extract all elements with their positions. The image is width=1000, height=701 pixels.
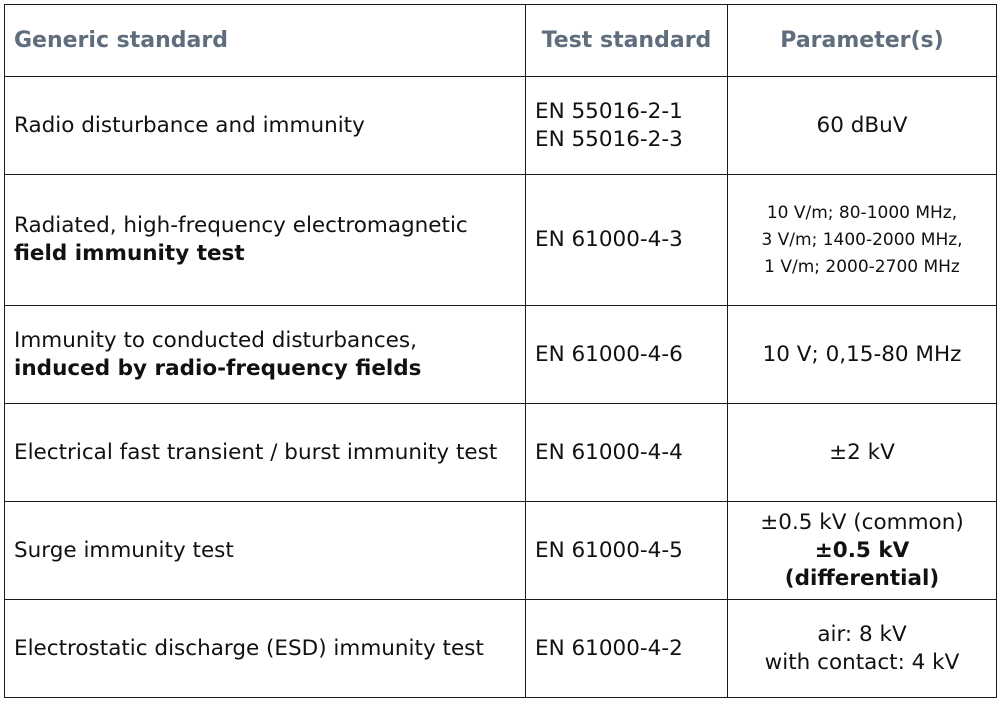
generic-standard-text: Radio disturbance and immunity — [14, 112, 365, 138]
parameters-text: with contact: 4 kV — [764, 649, 960, 675]
parameters-text: 10 V/m; 80-1000 MHz, — [766, 202, 958, 223]
parameters-cell — [728, 77, 997, 175]
parameters-cell — [728, 175, 997, 306]
parameters-cell — [728, 502, 997, 600]
generic-standard-text: Immunity to conducted disturbances, — [14, 327, 417, 353]
generic-standard-cell — [5, 600, 526, 698]
test-standard-text: EN 55016-2-1 — [535, 98, 683, 124]
generic-standard-text: induced by radio-frequency fields — [14, 355, 422, 381]
generic-standard-cell — [5, 306, 526, 404]
test-standard-text: EN 55016-2-3 — [535, 126, 683, 152]
test-standard-text: EN 61000-4-5 — [535, 537, 683, 563]
parameters-cell — [728, 404, 997, 502]
parameters-text: ±0.5 kV (common) — [760, 509, 964, 535]
test-standard-text: EN 61000-4-6 — [535, 341, 683, 367]
generic-standard-cell — [5, 175, 526, 306]
header-parameters: Parameter(s) — [728, 5, 997, 77]
table-row — [5, 502, 997, 600]
test-standard-cell — [526, 404, 728, 502]
test-standard-cell — [526, 306, 728, 404]
test-standard-cell — [526, 175, 728, 306]
table-row — [5, 600, 997, 698]
header-test-standard: Test standard — [526, 5, 728, 77]
standards-table — [4, 4, 997, 698]
table-row — [5, 77, 997, 175]
parameters-cell — [728, 600, 997, 698]
generic-standard-text: Surge immunity test — [14, 537, 234, 563]
parameters-text: 60 dBuV — [816, 112, 908, 138]
test-standard-cell — [526, 502, 728, 600]
parameters-text: ±0.5 kV (differential) — [784, 537, 940, 591]
generic-standard-cell — [5, 77, 526, 175]
table-row — [5, 306, 997, 404]
parameters-text: air: 8 kV — [817, 621, 907, 647]
table-row — [5, 175, 997, 306]
generic-standard-text: Electrical fast transient / burst immunity test — [14, 439, 498, 465]
generic-standard-cell — [5, 502, 526, 600]
parameters-text: ±2 kV — [829, 439, 895, 465]
generic-standard-text: field immunity test — [14, 241, 245, 266]
test-standard-cell — [526, 77, 728, 175]
header-generic-standard: Generic standard — [5, 5, 526, 77]
test-standard-cell — [526, 600, 728, 698]
table-row — [5, 404, 997, 502]
parameters-text: 10 V; 0,15-80 MHz — [762, 341, 962, 367]
parameters-text: 3 V/m; 1400-2000 MHz, — [761, 229, 963, 250]
generic-standard-cell — [5, 404, 526, 502]
parameters-text: 1 V/m; 2000-2700 MHz — [764, 256, 960, 277]
generic-standard-text: Electrostatic discharge (ESD) immunity test — [14, 635, 484, 661]
test-standard-text: EN 61000-4-2 — [535, 635, 683, 661]
generic-standard-text: Radiated, high-frequency electromagnetic — [14, 213, 468, 238]
test-standard-text: EN 61000-4-3 — [535, 227, 683, 252]
test-standard-text: EN 61000-4-4 — [535, 439, 683, 465]
parameters-cell — [728, 306, 997, 404]
header-row — [5, 5, 997, 77]
